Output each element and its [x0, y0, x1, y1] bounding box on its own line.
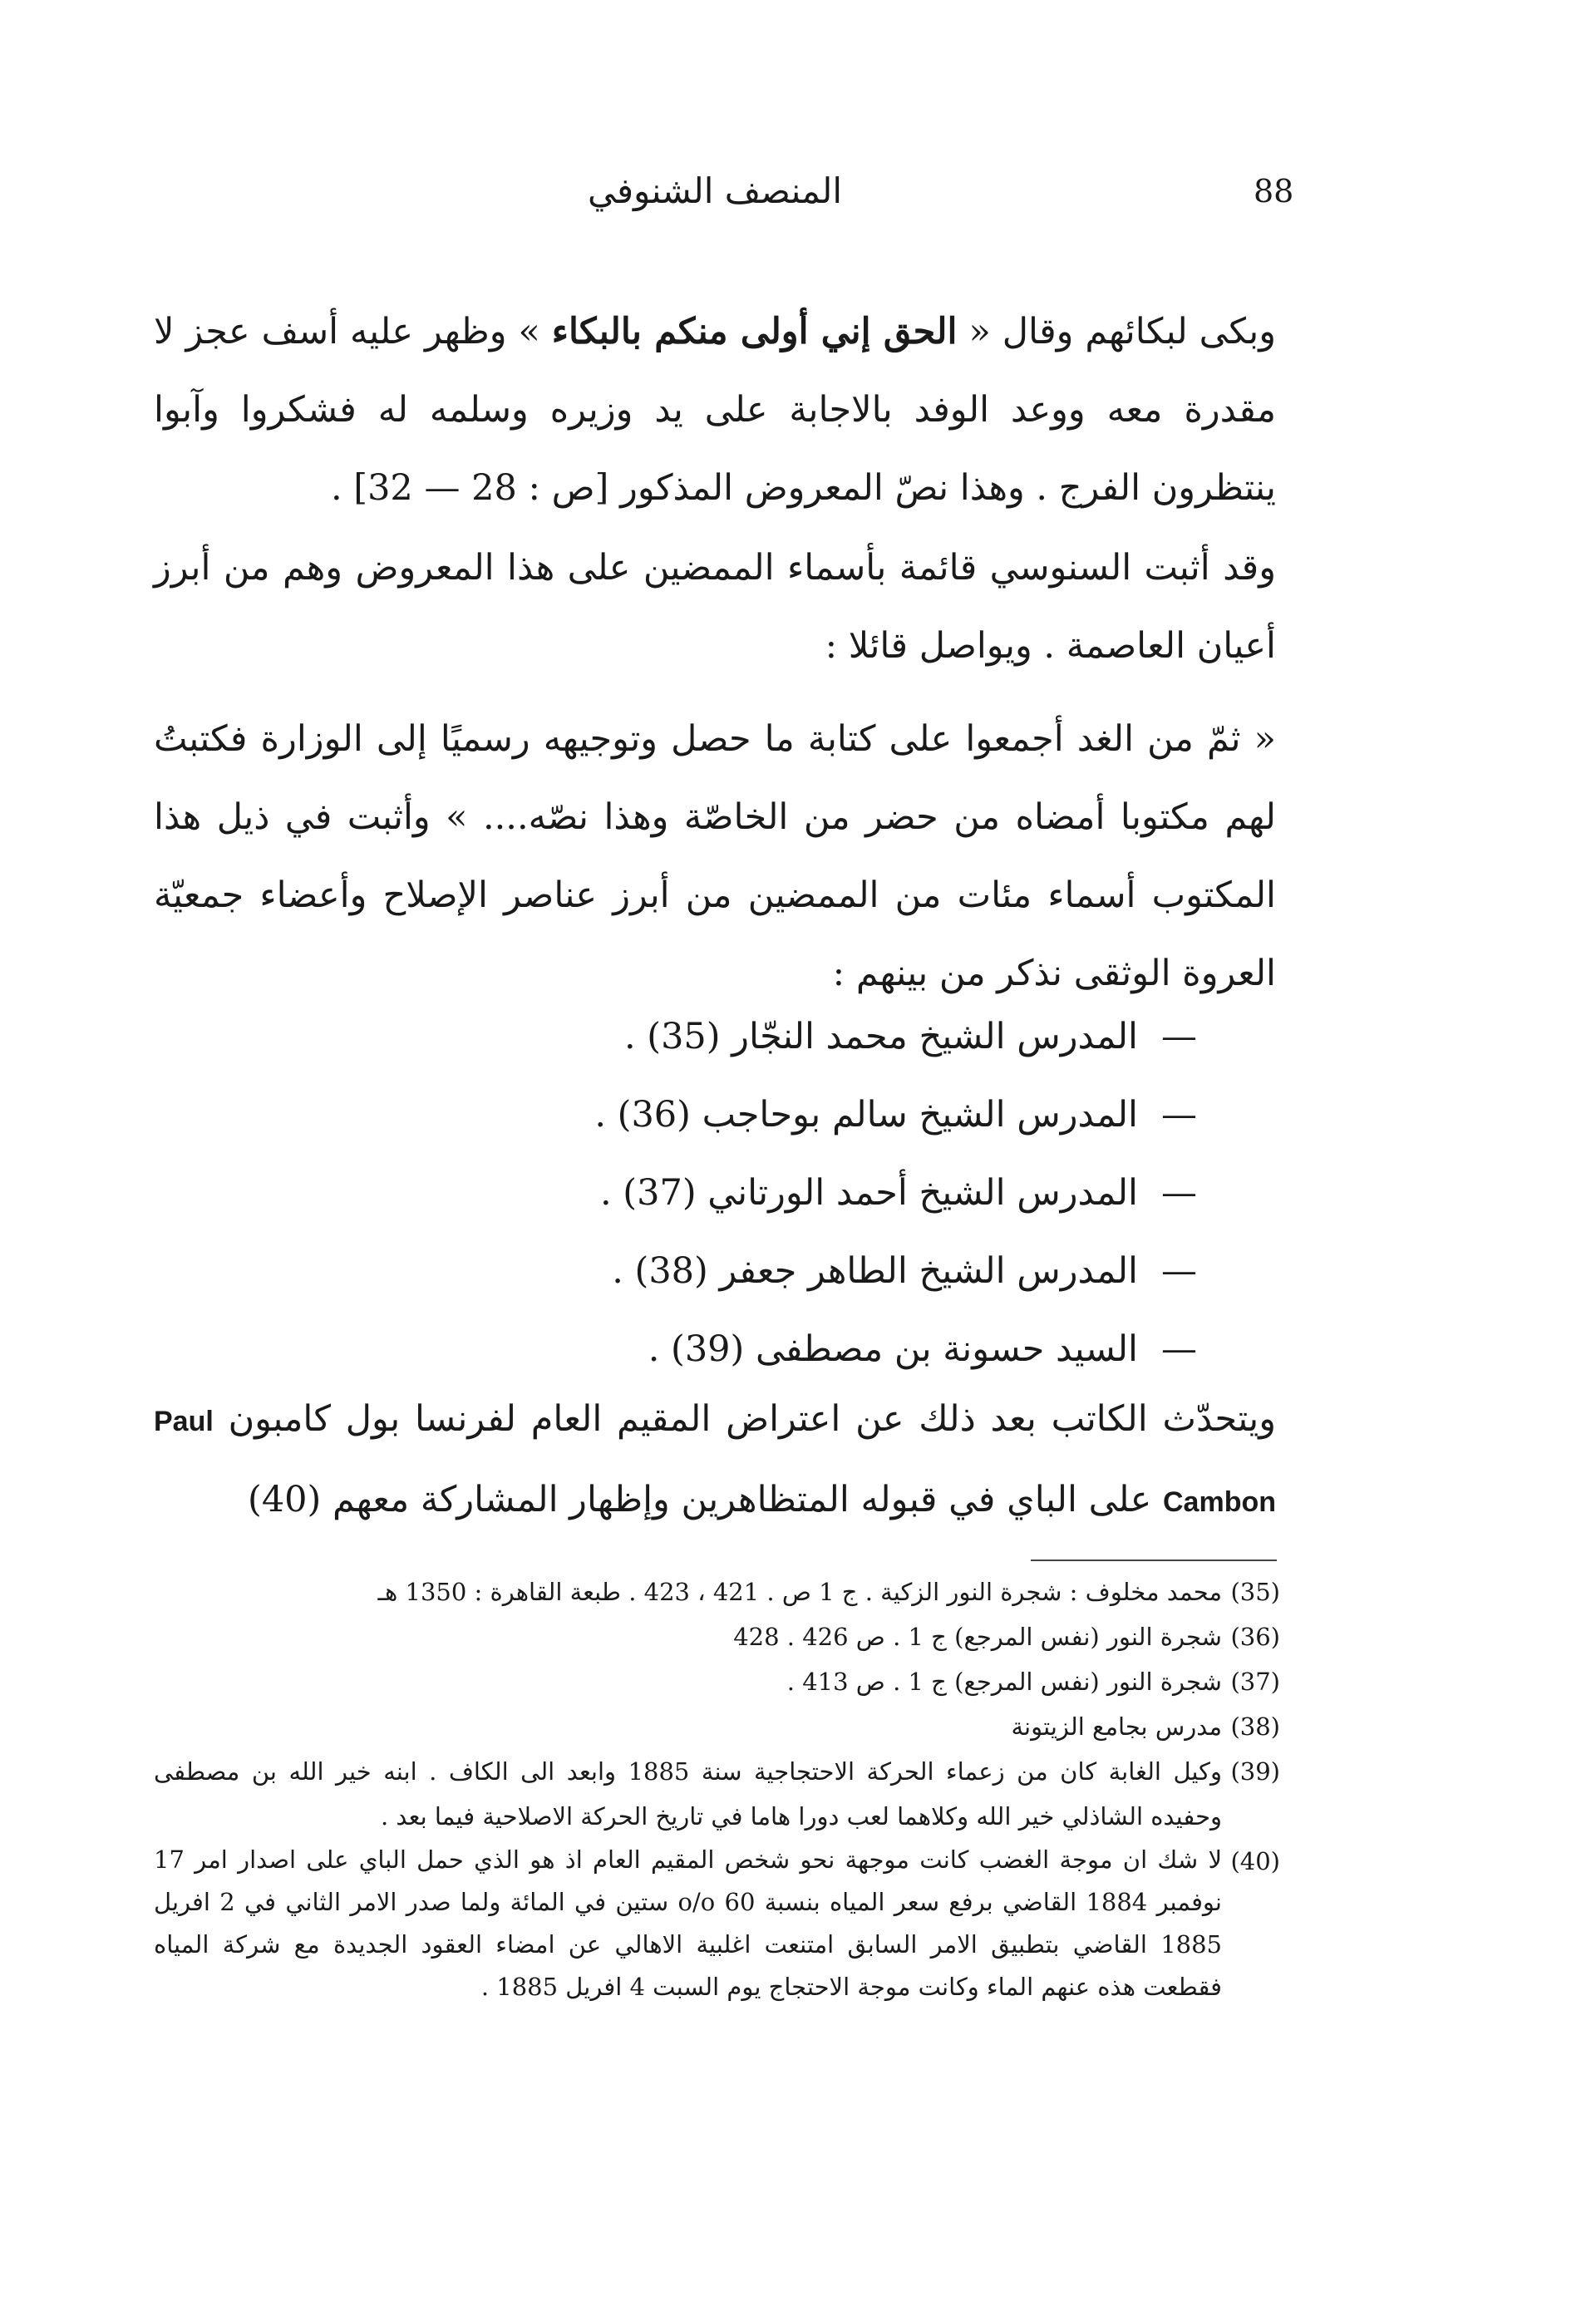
footnote: [154, 1749, 1280, 1839]
footnote-text: محمد مخلوف : شجرة النور الزكية . ج 1 ص . 421 ، 423 . طبعة القاهرة : 1350 هـ: [377, 1578, 1222, 1606]
footnote: [154, 1839, 1280, 2008]
footnote-text: وكيل الغابة كان من زعماء الحركة الاحتجاجية سنة 1885 وابعد الى الكاف . ابنه خير الله بن مصطفى وحفيده الشاذلي خير الله وكلاهما لعب دورا هاما في تاريخ الحركة الاصلاحية فيما بعد .: [154, 1757, 1222, 1830]
footnote: [154, 1659, 1280, 1704]
paragraph-1-start: وبكى لبكائهم وقال «: [957, 311, 1276, 352]
bold-quote: الحق إني أولى منكم بالبكاء: [551, 311, 958, 352]
paragraph-4: [154, 1380, 1276, 1541]
footnote-divider: [1031, 1559, 1277, 1561]
paragraph-4-end: على الباي في قبوله المتظاهرين وإظهار المشاركة معهم (40): [248, 1479, 1163, 1520]
footnote-text: شجرة النور (نفس المرجع) ج 1 . ص 426 . 428: [733, 1623, 1222, 1651]
paragraph-1-end: » وظهر عليه أسف عجز لا مقدرة معه ووعد الوفد بالاجابة على يد وزيره وسلمه له فشكروا وآبوا ينتظرون الفرج . وهذا نصّ المعروض المذكور [ص : 28 — 32] .: [154, 311, 1276, 509]
list-item: [499, 1076, 1197, 1154]
list-item-text: المدرس الشيخ محمد النجّار (35) .: [623, 1016, 1138, 1057]
footnote: [154, 1569, 1280, 1614]
dash-marker: —: [1161, 1250, 1197, 1292]
paragraph-2: وقد أثبت السنوسي قائمة بأسماء الممضين على هذا المعروض وهم من أبرز أعيان العاصمة . ويواصل قائلا :: [154, 547, 1276, 667]
list-item: [499, 998, 1197, 1076]
dash-marker: —: [1161, 1016, 1197, 1057]
paragraph-4-start: ويتحدّث الكاتب بعد ذلك عن اعتراض المقيم العام لفرنسا بول كامبون: [213, 1398, 1276, 1440]
footnote-text: مدرس بجامع الزيتونة: [1011, 1712, 1222, 1741]
latin-name: Paul Cambon: [154, 1406, 1276, 1518]
running-title: المنصف الشنوفي: [587, 170, 843, 211]
list-item-text: المدرس الشيخ الطاهر جعفر (38) .: [612, 1250, 1138, 1292]
footnote: [154, 1614, 1280, 1659]
footnote-number: (39): [1230, 1757, 1280, 1786]
list-item-text: المدرس الشيخ أحمد الورتاني (37) .: [599, 1172, 1138, 1214]
footnote-number: (36): [1230, 1623, 1280, 1651]
dash-marker: —: [1161, 1094, 1197, 1136]
list-item: [499, 1154, 1197, 1232]
page-number: 88: [1254, 173, 1294, 209]
dash-marker: —: [1161, 1328, 1197, 1370]
paragraph-3: « ثمّ من الغد أجمعوا على كتابة ما حصل وتوجيهه رسميًا إلى الوزارة فكتبتُ لهم مكتوبا أمضاه من حضر من الخاصّة وهذا نصّه.... » وأثبت في ذيل هذا المكتوب أسماء مئات من الممضين من أبرز عناصر الإصلاح وأعضاء جمعيّة العروة الوثقى نذكر من بينهم :: [154, 718, 1276, 994]
footnote: [154, 1704, 1280, 1749]
dash-marker: —: [1161, 1172, 1197, 1214]
footnote-text: لا شك ان موجة الغضب كانت موجهة نحو شخص المقيم العام اذ هو الذي حمل الباي على اصدار امر 17 نوفمبر 1884 القاضي برفع سعر المياه بنسبة 60 o/o ستين في المائة ولما صدر الامر الثاني في 2 افريل 1885 القاضي بتطبيق الامر السابق امتنعت اغلبية الاهالي عن امضاء العقود الجديدة مع شركة المياه فقطعت هذه عنهم الماء وكانت موجة الاحتجاج يوم السبت 4 افريل 1885 .: [154, 1845, 1222, 2001]
list-item: [499, 1232, 1197, 1310]
footnote-text: شجرة النور (نفس المرجع) ج 1 . ص 413 .: [786, 1668, 1222, 1696]
list-item-text: السيد حسونة بن مصطفى (39) .: [648, 1328, 1138, 1370]
footnote-number: (40): [1230, 1847, 1280, 1875]
footnote-number: (38): [1230, 1712, 1280, 1741]
footnote-number: (35): [1230, 1578, 1280, 1606]
paragraph-1: [154, 293, 1276, 527]
footnotes: [154, 1569, 1280, 2008]
signatories-list: [499, 998, 1197, 1388]
list-item-text: المدرس الشيخ سالم بوحاجب (36) .: [594, 1094, 1138, 1136]
list-item: [499, 1310, 1197, 1388]
footnote-number: (37): [1230, 1668, 1280, 1696]
